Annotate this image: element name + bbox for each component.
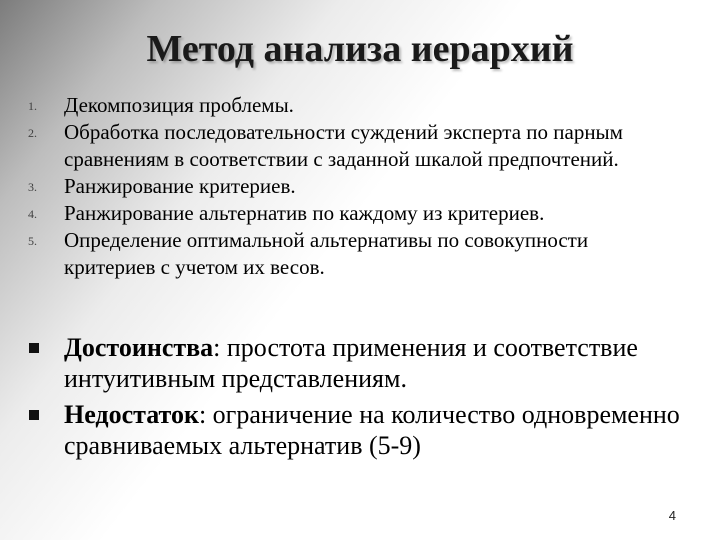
list-number: 4.	[28, 207, 37, 221]
list-item-text: Определение оптимальной альтернативы по совокупности критериев с учетом их весов.	[64, 228, 589, 279]
square-bullet-icon	[29, 410, 39, 420]
list-number: 3.	[28, 180, 37, 194]
list-item-text: Обработка последовательности суждений эксперта по парным сравнениям в соответствии с заданной шкалой предпочтений.	[64, 120, 623, 171]
list-number: 2.	[28, 126, 37, 140]
steps-list	[24, 92, 664, 281]
disadvantage-text: : ограничение на количество одновременно сравниваемых альтернатив (5-9)	[64, 400, 680, 460]
list-item	[24, 227, 664, 281]
list-item	[24, 119, 664, 173]
disadvantage-item	[24, 399, 684, 461]
list-item	[24, 200, 664, 227]
advantage-item	[24, 332, 684, 394]
list-number: 5.	[28, 234, 37, 248]
square-bullet-icon	[29, 343, 39, 353]
advantage-term: Достоинства	[64, 333, 214, 362]
advantage-text: : простота применения и соответствие интуитивным представлениям.	[64, 333, 638, 393]
disadvantage-term: Недостаток	[64, 400, 199, 429]
list-number: 1.	[28, 99, 37, 113]
page-number: 4	[668, 508, 676, 523]
list-item-text: Ранжирование критериев.	[64, 174, 296, 198]
list-item	[24, 92, 664, 119]
summary-list	[24, 332, 684, 466]
list-item	[24, 173, 664, 200]
list-item-text: Декомпозиция проблемы.	[64, 93, 294, 117]
list-item-text: Ранжирование альтернатив по каждому из критериев.	[64, 201, 545, 225]
slide-title: Метод анализа иерархий	[146, 28, 574, 70]
